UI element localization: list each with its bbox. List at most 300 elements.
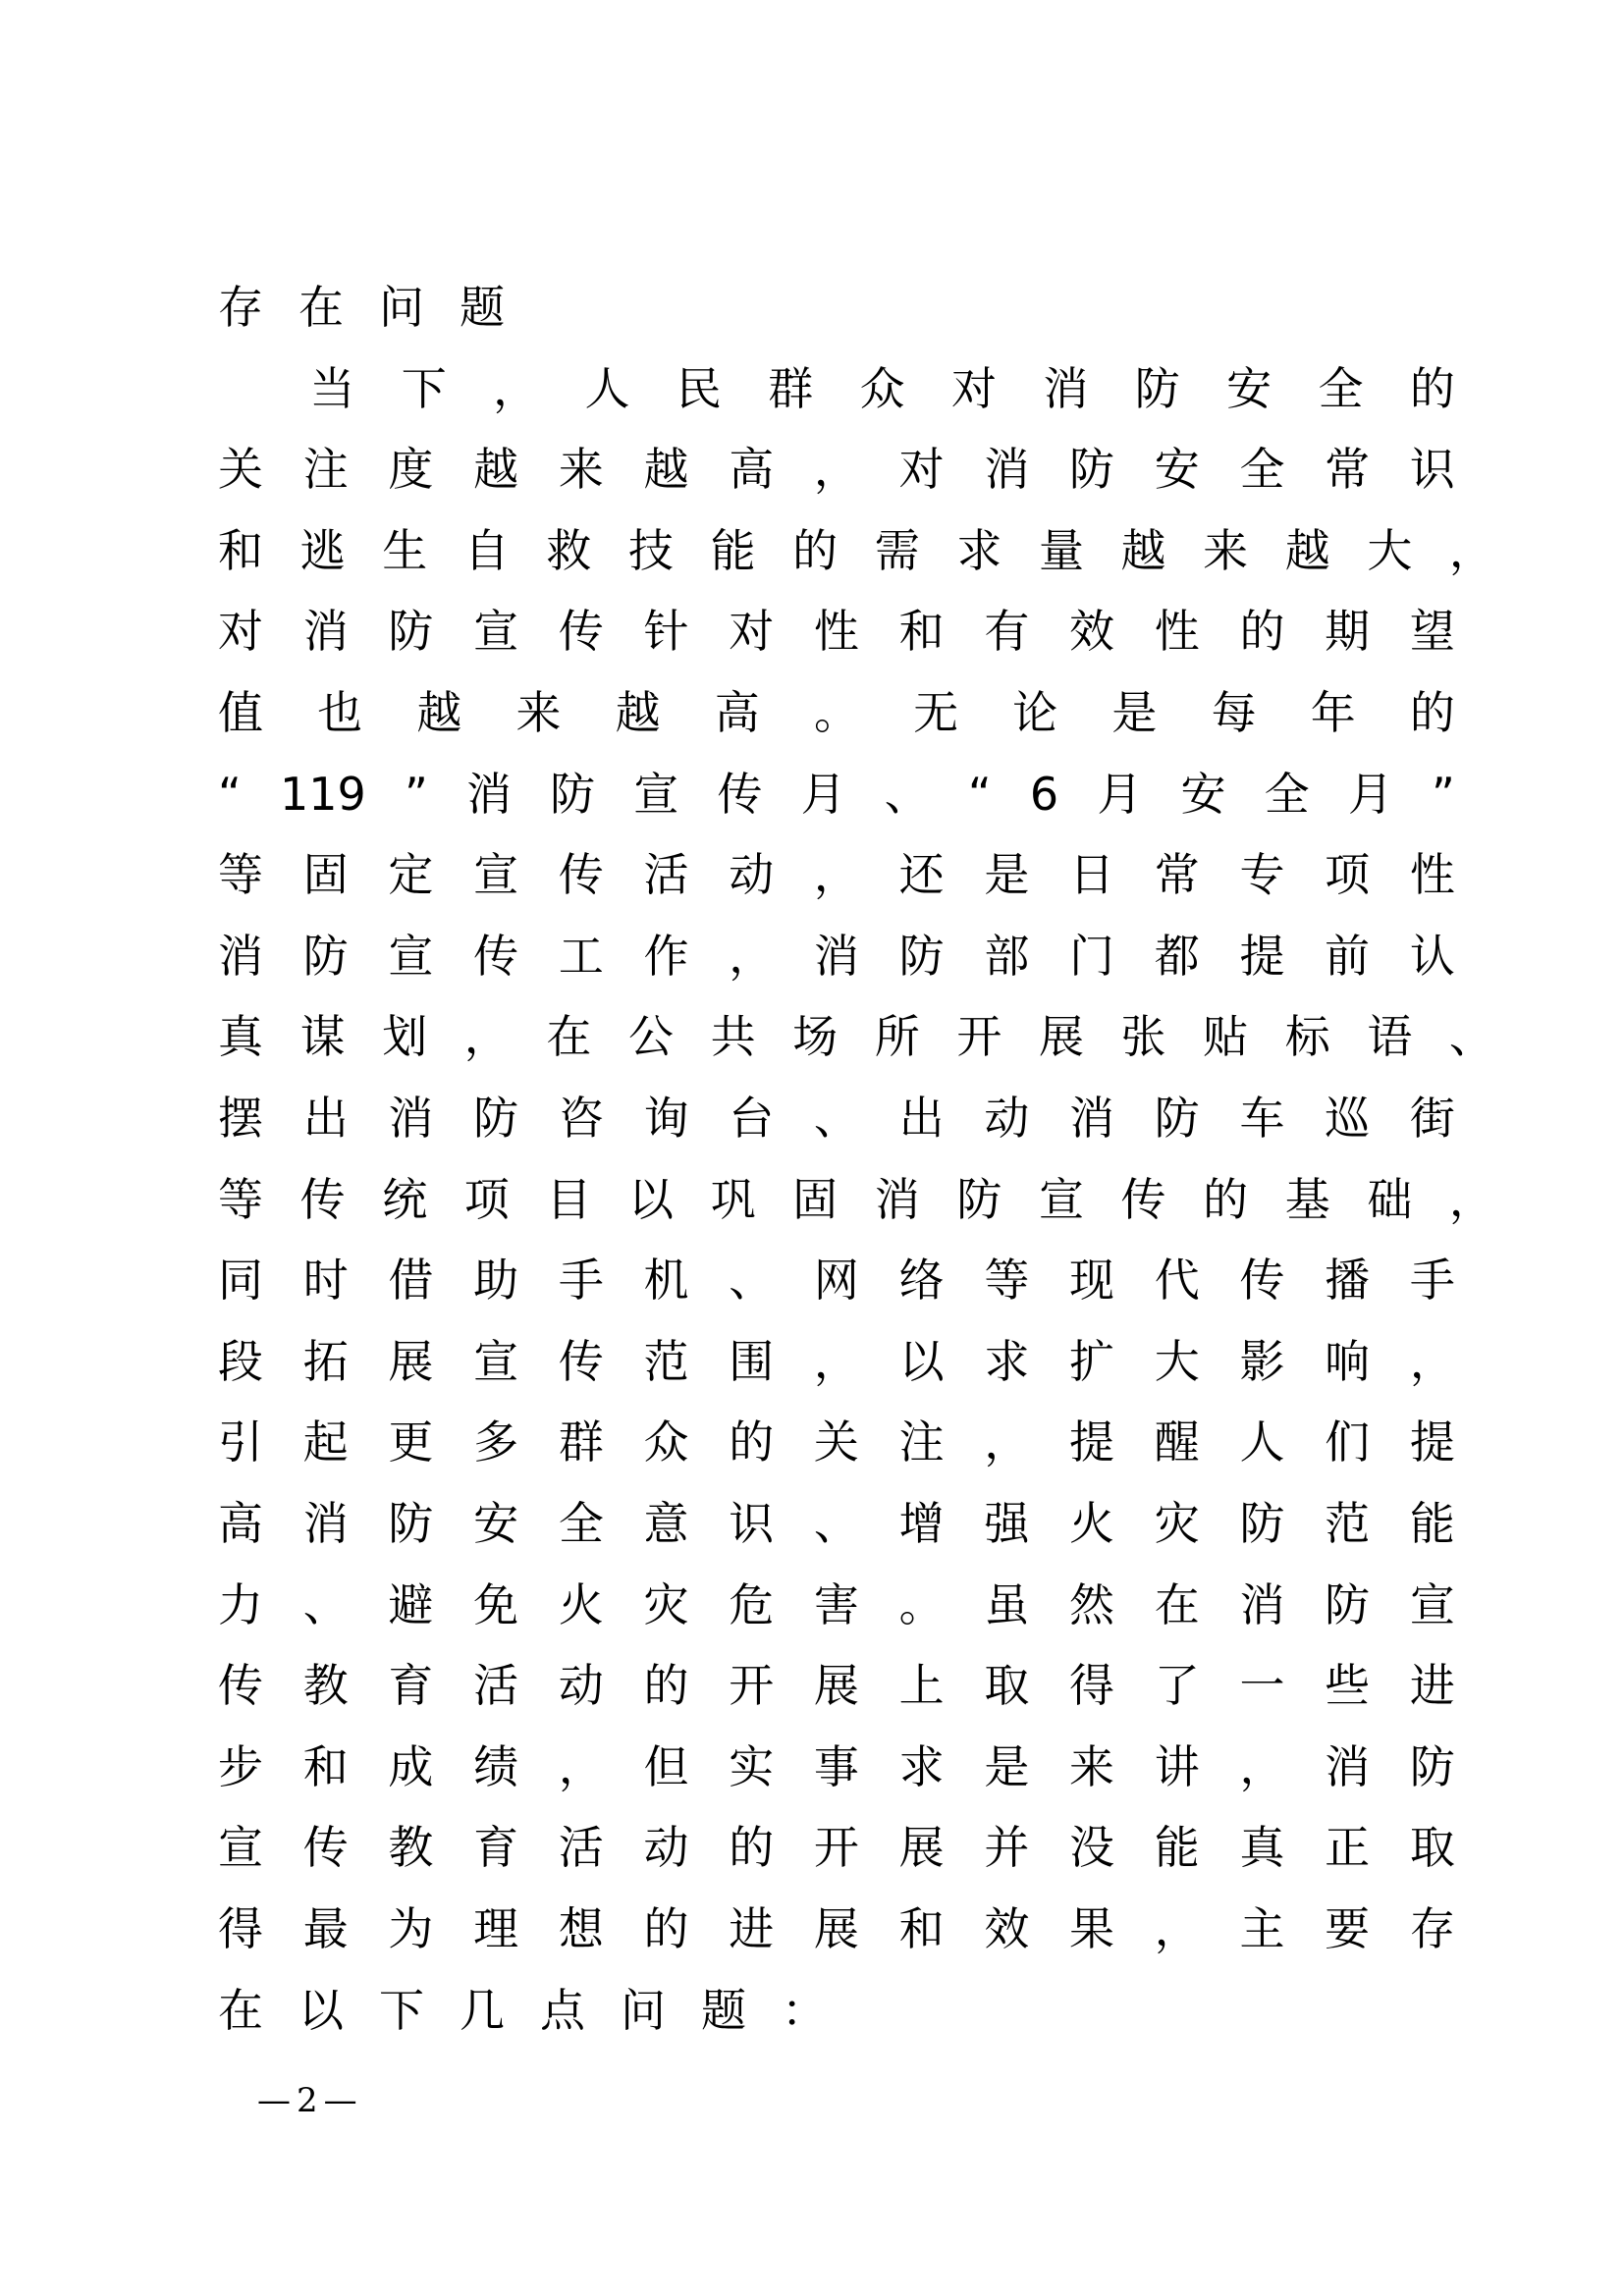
text-glyph: 得 [1069,1659,1115,1713]
text-glyph: 能 [1154,1821,1200,1875]
text-glyph: 助 [473,1254,519,1308]
text-glyph: 高 [714,686,760,739]
text-line [218,1408,1455,1476]
text-glyph: 消 [465,767,512,821]
text-glyph: 119 [280,767,366,821]
text-glyph: 识 [1409,443,1455,497]
text-glyph: 宣 [473,848,519,902]
text-glyph: 等 [218,848,263,902]
text-glyph: 问 [621,1983,666,2037]
text-glyph: 无 [913,686,959,739]
text-glyph: ， [558,1739,604,1793]
text-glyph: ， [1409,1334,1455,1388]
text-glyph: 宣 [633,767,679,821]
text-glyph: 和 [302,1739,349,1793]
text-glyph: 力 [218,1577,263,1631]
text-glyph: 提 [1409,1415,1455,1469]
text-glyph: 越 [1120,523,1166,577]
text-glyph: 理 [473,1902,519,1955]
text-glyph: 传 [558,848,604,902]
text-glyph: 以 [898,1334,945,1388]
text-glyph: 消 [1239,1577,1285,1631]
text-glyph: 望 [1409,605,1455,659]
text-glyph: 论 [1012,686,1058,739]
text-glyph: 部 [984,929,1030,983]
text-glyph: 传 [299,1172,346,1226]
text-glyph: ， [1448,1172,1494,1226]
text-glyph: 正 [1325,1821,1371,1875]
text-glyph: 害 [813,1577,859,1631]
text-glyph: 展 [388,1334,434,1388]
text-glyph: 是 [984,1739,1030,1793]
text-glyph: 传 [558,1334,604,1388]
text-glyph: 公 [627,1010,674,1064]
text-glyph: 了 [1154,1659,1200,1713]
text-glyph: 定 [388,848,434,902]
text-glyph: 开 [813,1821,859,1875]
text-glyph: 的 [1409,686,1455,739]
text-glyph: 消 [1043,361,1089,415]
text-glyph: 进 [729,1902,775,1955]
text-glyph: “ [218,767,242,821]
text-glyph: 人 [1239,1415,1285,1469]
text-glyph: “ [967,767,992,821]
text-glyph: ， [813,1334,859,1388]
text-line [218,1976,1455,2045]
text-glyph: 贴 [1203,1010,1249,1064]
text-glyph: ： [782,1983,827,2037]
text-glyph: 的 [729,1415,775,1469]
text-glyph: 门 [1069,929,1115,983]
text-glyph: 存 [1409,1902,1455,1955]
text-line [218,922,1455,990]
text-glyph: 更 [388,1415,434,1469]
text-glyph: 拓 [302,1334,349,1388]
text-glyph: 消 [218,929,263,983]
text-glyph: 前 [1325,929,1371,983]
text-line [218,678,1455,747]
text-glyph: 在 [1154,1577,1200,1631]
text-glyph: 巩 [710,1172,756,1226]
text-glyph: 逃 [299,523,346,577]
text-glyph: 动 [984,1092,1030,1145]
text-glyph: 效 [984,1902,1030,1955]
text-glyph: 关 [813,1415,859,1469]
text-glyph: 活 [643,848,689,902]
text-glyph: 月 [800,767,846,821]
text-glyph: 提 [1239,929,1285,983]
text-glyph: 取 [984,1659,1030,1713]
text-glyph: 下 [401,361,447,415]
text-glyph: 防 [1325,1577,1371,1631]
text-glyph: 消 [813,929,859,983]
text-glyph: ， [463,1010,510,1064]
text-glyph: 谋 [299,1010,346,1064]
text-glyph: 防 [550,767,596,821]
text-glyph: 性 [813,605,859,659]
text-glyph: 手 [558,1254,604,1308]
text-glyph: 引 [218,1415,263,1469]
text-glyph: 们 [1325,1415,1371,1469]
text-glyph: 巡 [1325,1092,1371,1145]
text-glyph: 度 [388,443,434,497]
text-glyph: 传 [473,929,519,983]
text-glyph: 全 [558,1497,604,1550]
text-glyph: 项 [463,1172,510,1226]
text-glyph: 围 [729,1334,775,1388]
text-glyph: 些 [1325,1659,1371,1713]
text-glyph: 救 [546,523,592,577]
text-glyph: 题 [701,1983,746,2037]
text-line [218,516,1494,585]
text-glyph: 识 [729,1497,775,1550]
text-glyph: 宣 [218,1821,263,1875]
text-glyph: 项 [1325,848,1371,902]
text-glyph: 想 [558,1902,604,1955]
text-glyph: 传 [558,605,604,659]
text-glyph: 进 [1409,1659,1455,1713]
text-glyph: 增 [898,1497,945,1550]
text-line [218,1165,1494,1234]
text-glyph: 防 [1134,361,1180,415]
text-glyph: 来 [558,443,604,497]
text-glyph: ” [1431,767,1455,821]
text-glyph: 注 [898,1415,945,1469]
text-glyph: 以 [298,1983,344,2037]
text-glyph: 的 [1409,361,1455,415]
text-glyph: 越 [473,443,519,497]
text-glyph: 在 [298,281,344,334]
text-glyph: 防 [1239,1497,1285,1550]
text-glyph: 性 [1154,605,1200,659]
text-glyph: 醒 [1154,1415,1200,1469]
text-glyph: 等 [218,1172,263,1226]
text-glyph: 的 [1203,1172,1249,1226]
text-glyph: 宣 [388,929,434,983]
text-glyph: 高 [729,443,775,497]
text-glyph: 、 [813,1092,859,1145]
text-glyph: 防 [302,929,349,983]
text-glyph: 防 [388,1497,434,1550]
text-glyph: 的 [1239,605,1285,659]
text-glyph: 大 [1154,1334,1200,1388]
section-heading-line [218,273,1455,342]
text-glyph: 育 [388,1659,434,1713]
text-glyph: 提 [1069,1415,1115,1469]
text-line [218,1489,1455,1558]
text-glyph: 大 [1367,523,1413,577]
text-glyph: 车 [1239,1092,1285,1145]
text-glyph: 能 [1409,1497,1455,1550]
text-glyph: 防 [473,1092,519,1145]
text-glyph: 在 [546,1010,592,1064]
text-glyph: 范 [1325,1497,1371,1550]
text-glyph: 几 [460,1983,505,2037]
text-glyph: 基 [1284,1172,1330,1226]
text-glyph: 求 [956,523,1002,577]
text-glyph: 还 [898,848,945,902]
text-glyph: 展 [1038,1010,1084,1064]
text-glyph: 题 [460,281,505,334]
text-line [218,1733,1455,1801]
text-glyph: 目 [546,1172,592,1226]
text-glyph: 消 [1325,1739,1371,1793]
text-glyph: 安 [1180,767,1226,821]
text-glyph: 育 [473,1821,519,1875]
text-glyph: 播 [1325,1254,1371,1308]
text-glyph: 灾 [1154,1497,1200,1550]
text-glyph: 注 [302,443,349,497]
text-glyph: 避 [388,1577,434,1631]
text-glyph: 问 [379,281,424,334]
text-glyph: 传 [1120,1172,1166,1226]
text-glyph: 需 [874,523,920,577]
text-glyph: 教 [388,1821,434,1875]
text-glyph: ， [813,848,859,902]
text-glyph: ， [1154,1902,1200,1955]
text-glyph: 点 [540,1983,585,2037]
text-glyph: 宣 [1038,1172,1084,1226]
text-glyph: 量 [1038,523,1084,577]
text-glyph: 都 [1154,929,1200,983]
text-glyph: 以 [627,1172,674,1226]
text-glyph: 手 [1409,1254,1455,1308]
text-glyph: 传 [1239,1254,1285,1308]
page-number: —2— [257,2081,363,2120]
text-glyph: 虽 [984,1577,1030,1631]
text-glyph: 语 [1367,1010,1413,1064]
text-glyph: 6 [1029,767,1059,821]
text-glyph: 场 [792,1010,839,1064]
text-glyph: 民 [676,361,722,415]
text-glyph: 一 [1239,1659,1285,1713]
text-glyph: ， [1448,523,1494,577]
text-glyph: 灾 [643,1577,689,1631]
text-line [218,597,1455,666]
text-glyph: 来 [515,686,562,739]
text-glyph: 步 [218,1739,263,1793]
text-glyph: 为 [388,1902,434,1955]
text-glyph: 越 [416,686,462,739]
text-glyph: 强 [984,1497,1030,1550]
text-glyph: 台 [729,1092,775,1145]
text-line [218,1813,1455,1882]
text-glyph: 消 [302,605,349,659]
text-glyph: 教 [302,1659,349,1713]
text-glyph: 得 [218,1902,263,1955]
text-glyph: 出 [302,1092,349,1145]
text-glyph: 的 [792,523,839,577]
text-glyph: 张 [1120,1010,1166,1064]
text-glyph: 性 [1409,848,1455,902]
text-glyph: 段 [218,1334,263,1388]
text-glyph: 众 [643,1415,689,1469]
text-glyph: 展 [898,1821,945,1875]
text-glyph: 全 [1239,443,1285,497]
text-glyph: 也 [317,686,363,739]
text-glyph: 街 [1409,1092,1455,1145]
text-glyph: 实 [729,1739,775,1793]
text-glyph: 的 [729,1821,775,1875]
text-glyph: 越 [615,686,661,739]
text-glyph: 消 [302,1497,349,1550]
text-glyph: 事 [813,1739,859,1793]
text-glyph: 影 [1239,1334,1285,1388]
text-glyph: 主 [1239,1902,1285,1955]
text-glyph: 专 [1239,848,1285,902]
text-glyph: ， [813,443,859,497]
text-glyph: 多 [473,1415,519,1469]
text-line [218,1571,1455,1639]
text-glyph: 讲 [1154,1739,1200,1793]
text-glyph: 所 [874,1010,920,1064]
text-glyph: 来 [1069,1739,1115,1793]
text-glyph: 时 [302,1254,349,1308]
text-glyph: 网 [813,1254,859,1308]
text-line [218,354,1455,423]
text-glyph: 越 [643,443,689,497]
text-glyph: 响 [1325,1334,1371,1388]
text-glyph: 求 [898,1739,945,1793]
text-glyph: 、 [302,1577,349,1631]
text-glyph: 没 [1069,1821,1115,1875]
text-glyph: 意 [643,1497,689,1550]
text-glyph: 有 [984,605,1030,659]
text-glyph: 每 [1211,686,1257,739]
text-glyph: 和 [898,1902,945,1955]
text-glyph: 代 [1154,1254,1200,1308]
text-glyph: 常 [1154,848,1200,902]
text-glyph: 传 [218,1659,263,1713]
text-glyph: 和 [218,523,263,577]
text-glyph: 络 [898,1254,945,1308]
text-glyph: 的 [643,1659,689,1713]
text-glyph: 取 [1409,1821,1455,1875]
text-glyph: 对 [951,361,997,415]
text-glyph: 活 [558,1821,604,1875]
text-glyph: 存 [218,281,263,334]
text-glyph: 火 [558,1577,604,1631]
text-glyph: 能 [710,523,756,577]
text-glyph: 众 [859,361,905,415]
text-glyph: 的 [643,1902,689,1955]
text-glyph: 动 [729,848,775,902]
text-glyph: 、 [884,767,930,821]
text-glyph: 询 [643,1092,689,1145]
text-glyph: 全 [1264,767,1310,821]
text-glyph: 动 [643,1821,689,1875]
text-glyph: 等 [984,1254,1030,1308]
text-line [218,1246,1455,1314]
text-glyph: 防 [1069,443,1115,497]
text-glyph: 。 [813,686,859,739]
text-glyph: 现 [1069,1254,1115,1308]
text-glyph: 越 [1284,523,1330,577]
text-glyph: 生 [382,523,428,577]
text-glyph: 和 [898,605,945,659]
text-line [218,760,1455,828]
text-glyph: 工 [558,929,604,983]
text-glyph: 然 [1069,1577,1115,1631]
text-line [218,1895,1455,1963]
text-glyph: 作 [643,929,689,983]
text-glyph: 在 [218,1983,263,2037]
text-glyph: 活 [473,1659,519,1713]
text-glyph: 当 [309,361,355,415]
text-line [218,1084,1455,1152]
text-glyph: 常 [1325,443,1371,497]
text-glyph: 消 [1069,1092,1115,1145]
text-glyph: 防 [956,1172,1002,1226]
text-glyph: 机 [643,1254,689,1308]
text-glyph: 防 [898,929,945,983]
text-glyph: ， [493,361,539,415]
text-glyph: 安 [1154,443,1200,497]
text-glyph: 起 [302,1415,349,1469]
text-line [218,840,1455,909]
text-line [218,1002,1494,1071]
text-glyph: 果 [1069,1902,1115,1955]
text-glyph: 绩 [473,1739,519,1793]
text-glyph: 上 [898,1659,945,1713]
text-glyph: 出 [898,1092,945,1145]
text-glyph: 对 [729,605,775,659]
text-glyph: 对 [218,605,263,659]
text-glyph: 咨 [558,1092,604,1145]
text-glyph: 同 [218,1254,263,1308]
text-glyph: 宣 [473,605,519,659]
text-glyph: ， [729,929,775,983]
text-glyph: ” [404,767,428,821]
text-glyph: 开 [729,1659,775,1713]
text-glyph: 防 [1154,1092,1200,1145]
text-line [218,1327,1455,1396]
text-glyph: 真 [1239,1821,1285,1875]
text-glyph: 传 [302,1821,349,1875]
text-glyph: ， [984,1415,1030,1469]
text-glyph: 认 [1409,929,1455,983]
text-glyph: 扩 [1069,1334,1115,1388]
text-glyph: 宣 [1409,1577,1455,1631]
text-glyph: 是 [984,848,1030,902]
text-glyph: 最 [302,1902,349,1955]
text-glyph: 关 [218,443,263,497]
text-glyph: 。 [898,1577,945,1631]
text-glyph: 防 [1409,1739,1455,1793]
text-glyph: 效 [1069,605,1115,659]
text-glyph: 、 [813,1497,859,1550]
text-glyph: 求 [984,1334,1030,1388]
text-glyph: 础 [1367,1172,1413,1226]
text-glyph: 消 [984,443,1030,497]
text-glyph: 人 [584,361,630,415]
text-glyph: 固 [302,848,349,902]
text-glyph: 标 [1284,1010,1330,1064]
text-glyph: 统 [382,1172,428,1226]
text-glyph: 、 [729,1254,775,1308]
text-glyph: ， [1239,1739,1285,1793]
text-line [218,1651,1455,1720]
text-glyph: 安 [473,1497,519,1550]
text-glyph: 共 [710,1010,756,1064]
text-glyph: 固 [792,1172,839,1226]
text-glyph: 防 [388,605,434,659]
text-glyph: 宣 [473,1334,519,1388]
text-glyph: 真 [218,1010,263,1064]
text-glyph: 摆 [218,1092,263,1145]
text-glyph: 技 [627,523,674,577]
text-glyph: 展 [813,1902,859,1955]
